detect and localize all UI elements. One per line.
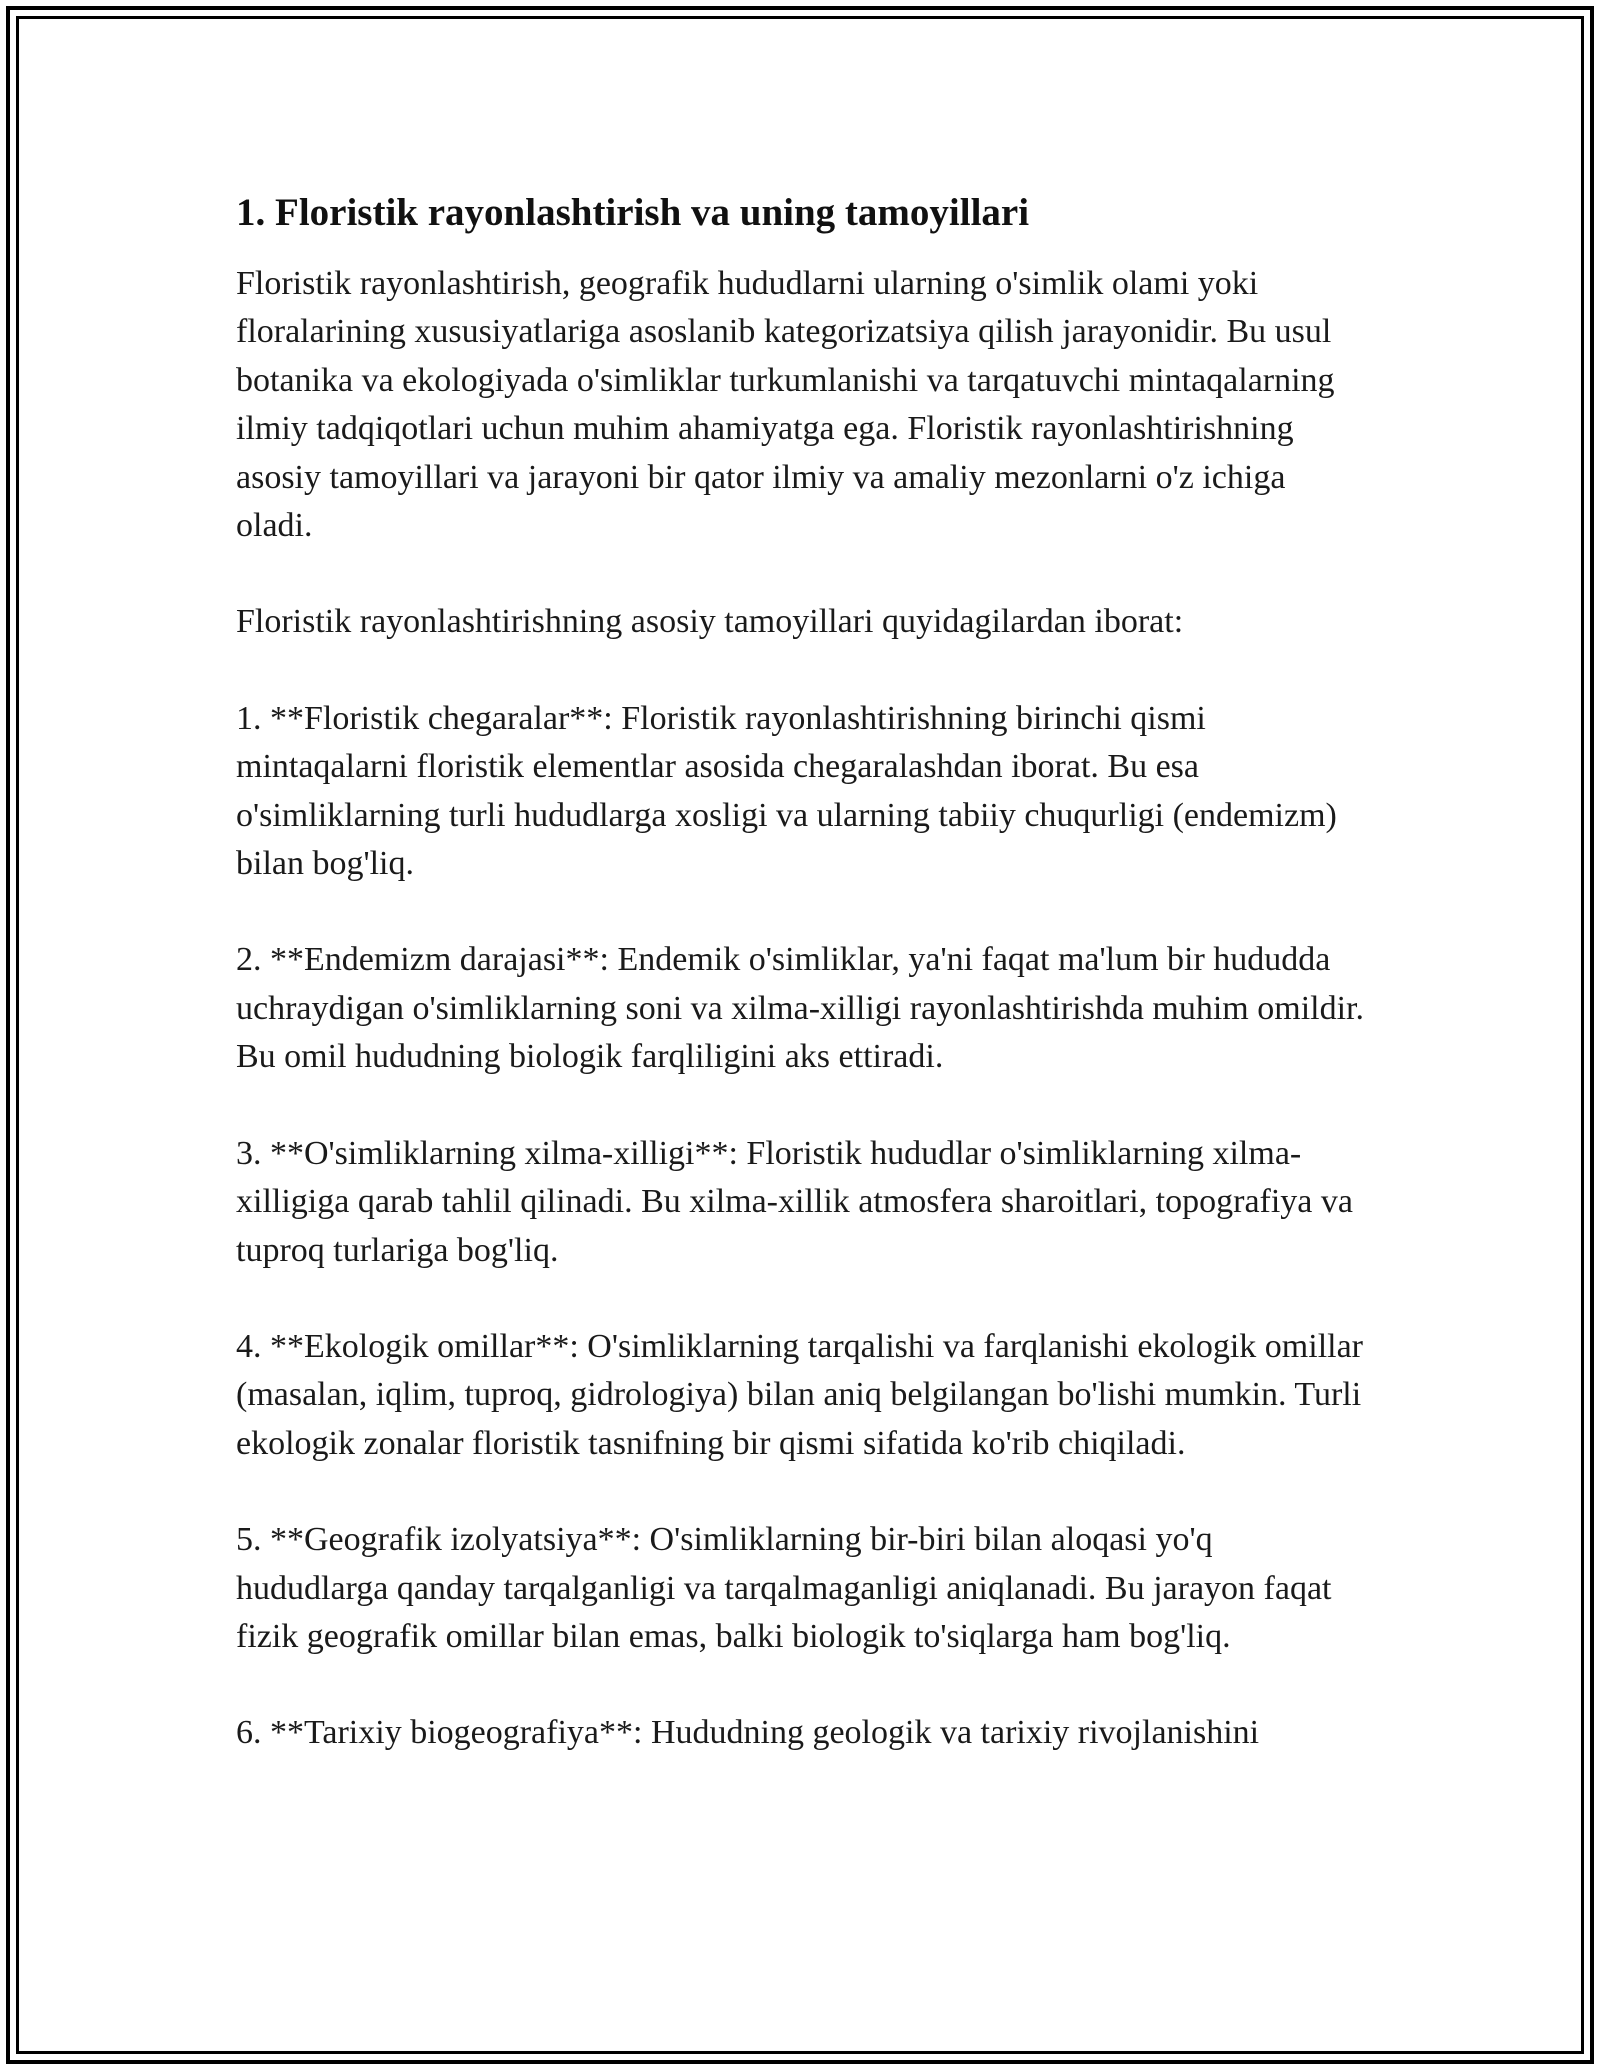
principle-item-1: 1. **Floristik chegaralar**: Floristik rayonlashtirishning birinchi qismi mintaqalarni floristik elementlar asosida chegaralashdan iborat. Bu esa o'simliklarning turli hududlarga xosligi va ularning tabiiy chuqurligi (endemizm) bilan bog'liq.	[236, 699, 1337, 883]
principle-item-2: 2. **Endemizm darajasi**: Endemik o'simliklar, ya'ni faqat ma'lum bir hududda uchraydigan o'simliklarning soni va xilma-xilligi rayonlashtirishda muhim omildir. Bu omil hududning biologik farqliligini aks ettiradi.	[236, 941, 1364, 1076]
principles-lead-paragraph: Floristik rayonlashtirishning asosiy tamoyillari quyidagilardan iborat:	[236, 603, 1184, 641]
principle-item-6: 6. **Tarixiy biogeografiya**: Hududning geologik va tarixiy rivojlanishini	[236, 1714, 1260, 1752]
section-title: 1. Floristik rayonlashtirish va uning tamoyillari	[236, 191, 1030, 234]
document-body	[236, 186, 1366, 1806]
principle-item-5: 5. **Geografik izolyatsiya**: O'simliklarning bir-biri bilan aloqasi yo'q hududlarga qanday tarqalganligi va tarqalmaganligi aniqlanadi. Bu jarayon faqat fizik geografik omillar bilan emas, balki biologik to'siqlarga ham bog'liq.	[236, 1521, 1332, 1655]
principle-item-4: 4. **Ekologik omillar**: O'simliklarning tarqalishi va farqlanishi ekologik omillar (masalan, iqlim, tuproq, gidrologiya) bilan aniq belgilangan bo'lishi mumkin. Turli ekologik zonalar floristik tasnifning bir qismi sifatida ko'rib chiqiladi.	[236, 1327, 1363, 1462]
principle-item-3: 3. **O'simliklarning xilma-xilligi**: Floristik hududlar o'simliklarning xilma-xilligiga qarab tahlil qilinadi. Bu xilma-xillik atmosfera sharoitlari, topografiya va tuproq turlariga bog'liq.	[236, 1134, 1353, 1269]
intro-paragraph: Floristik rayonlashtirish, geografik hududlarni ularning o'simlik olami yoki floralarining xususiyatlariga asoslanib kategorizatsiya qilish jarayonidir. Bu usul botanika va ekologiyada o'simliklar turkumlanishi va tarqatuvchi mintaqalarning ilmiy tadqiqotlari uchun muhim ahamiyatga ega. Floristik rayonlashtirishning asosiy tamoyillari va jarayoni bir qator ilmiy va amaliy mezonlarni o'z ichiga oladi.	[236, 265, 1335, 545]
